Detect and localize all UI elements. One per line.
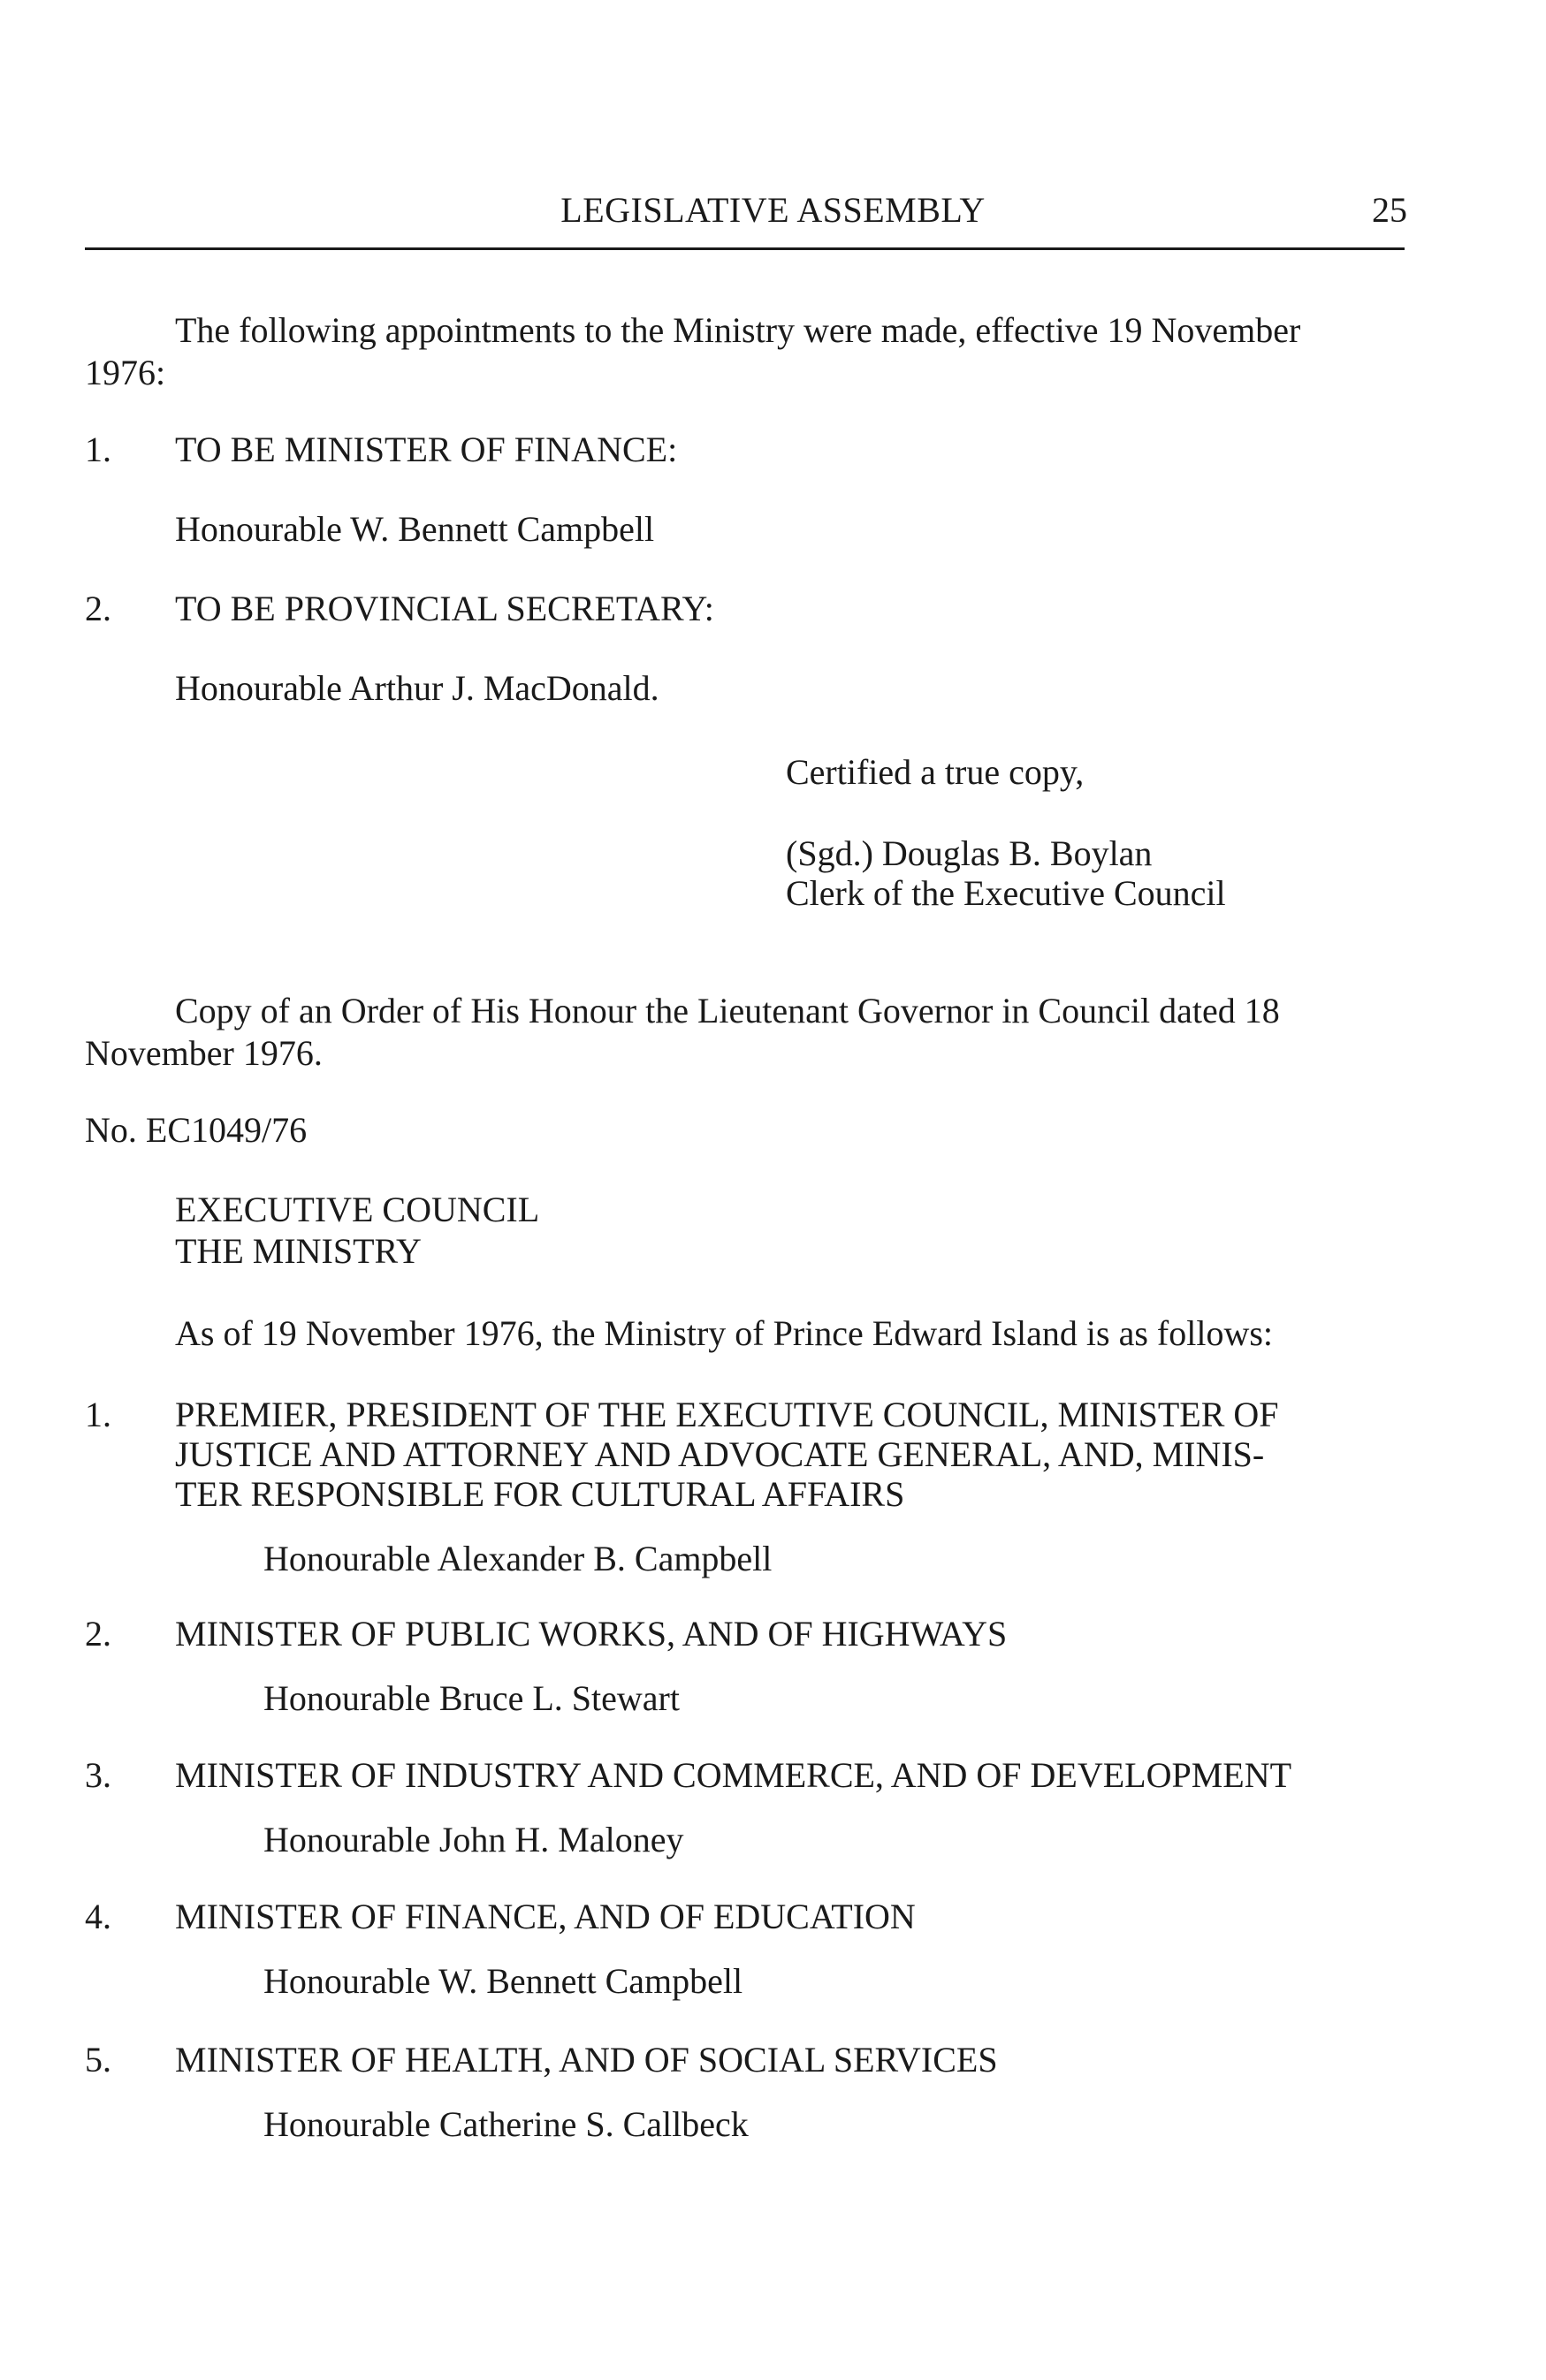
minister-name: Honourable W. Bennett Campbell bbox=[263, 1961, 743, 2001]
ministry-title-line: MINISTER OF FINANCE, AND OF EDUCATION bbox=[175, 1897, 916, 1936]
ministry-number: 3. bbox=[85, 1755, 111, 1795]
order-line-2: November 1976. bbox=[85, 1033, 323, 1073]
appointment-number: 2. bbox=[85, 589, 111, 628]
ministry-title-line: MINISTER OF HEALTH, AND OF SOCIAL SERVICES bbox=[175, 2040, 998, 2080]
certified-copy-text: Certified a true copy, bbox=[786, 752, 1085, 792]
appointment-number: 1. bbox=[85, 430, 111, 469]
appointment-title: TO BE PROVINCIAL SECRETARY: bbox=[175, 589, 714, 628]
ministry-number: 1. bbox=[85, 1395, 111, 1434]
ministry-number: 4. bbox=[85, 1897, 111, 1936]
ministry-title-line: MINISTER OF INDUSTRY AND COMMERCE, AND OF DEVELOPMENT bbox=[175, 1755, 1292, 1795]
minister-name: Honourable John H. Maloney bbox=[263, 1820, 684, 1859]
minister-name: Honourable Alexander B. Campbell bbox=[263, 1539, 773, 1578]
signature-line: (Sgd.) Douglas B. Boylan bbox=[786, 833, 1153, 873]
order-number: No. EC1049/76 bbox=[85, 1110, 308, 1150]
order-heading-the-ministry: THE MINISTRY bbox=[175, 1231, 422, 1271]
ministry-title-line: JUSTICE AND ATTORNEY AND ADVOCATE GENERAL, AND, MINIS- bbox=[175, 1434, 1265, 1474]
appointments-intro-line-2: 1976: bbox=[85, 353, 166, 392]
ministry-number: 5. bbox=[85, 2040, 111, 2080]
minister-name: Honourable Catherine S. Callbeck bbox=[263, 2104, 749, 2144]
ministry-intro: As of 19 November 1976, the Ministry of Prince Edward Island is as follows: bbox=[175, 1313, 1274, 1353]
appointment-name: Honourable Arthur J. MacDonald. bbox=[175, 668, 659, 708]
minister-name: Honourable Bruce L. Stewart bbox=[263, 1678, 680, 1718]
appointment-title: TO BE MINISTER OF FINANCE: bbox=[175, 430, 678, 469]
signatory-role: Clerk of the Executive Council bbox=[786, 873, 1226, 913]
page-number: 25 bbox=[1372, 190, 1407, 230]
ministry-number: 2. bbox=[85, 1614, 111, 1654]
ministry-title-line: MINISTER OF PUBLIC WORKS, AND OF HIGHWAYS bbox=[175, 1614, 1008, 1654]
order-line-1: Copy of an Order of His Honour the Lieutenant Governor in Council dated 18 bbox=[175, 991, 1280, 1030]
page-header-title: LEGISLATIVE ASSEMBLY bbox=[560, 190, 986, 230]
appointment-name: Honourable W. Bennett Campbell bbox=[175, 509, 655, 549]
ministry-title-line: TER RESPONSIBLE FOR CULTURAL AFFAIRS bbox=[175, 1474, 905, 1514]
order-heading-executive-council: EXECUTIVE COUNCIL bbox=[175, 1190, 540, 1229]
header-rule bbox=[85, 247, 1405, 250]
ministry-title-line: PREMIER, PRESIDENT OF THE EXECUTIVE COUNCIL, MINISTER OF bbox=[175, 1395, 1279, 1434]
appointments-intro-line-1: The following appointments to the Ministry were made, effective 19 November bbox=[175, 310, 1301, 350]
